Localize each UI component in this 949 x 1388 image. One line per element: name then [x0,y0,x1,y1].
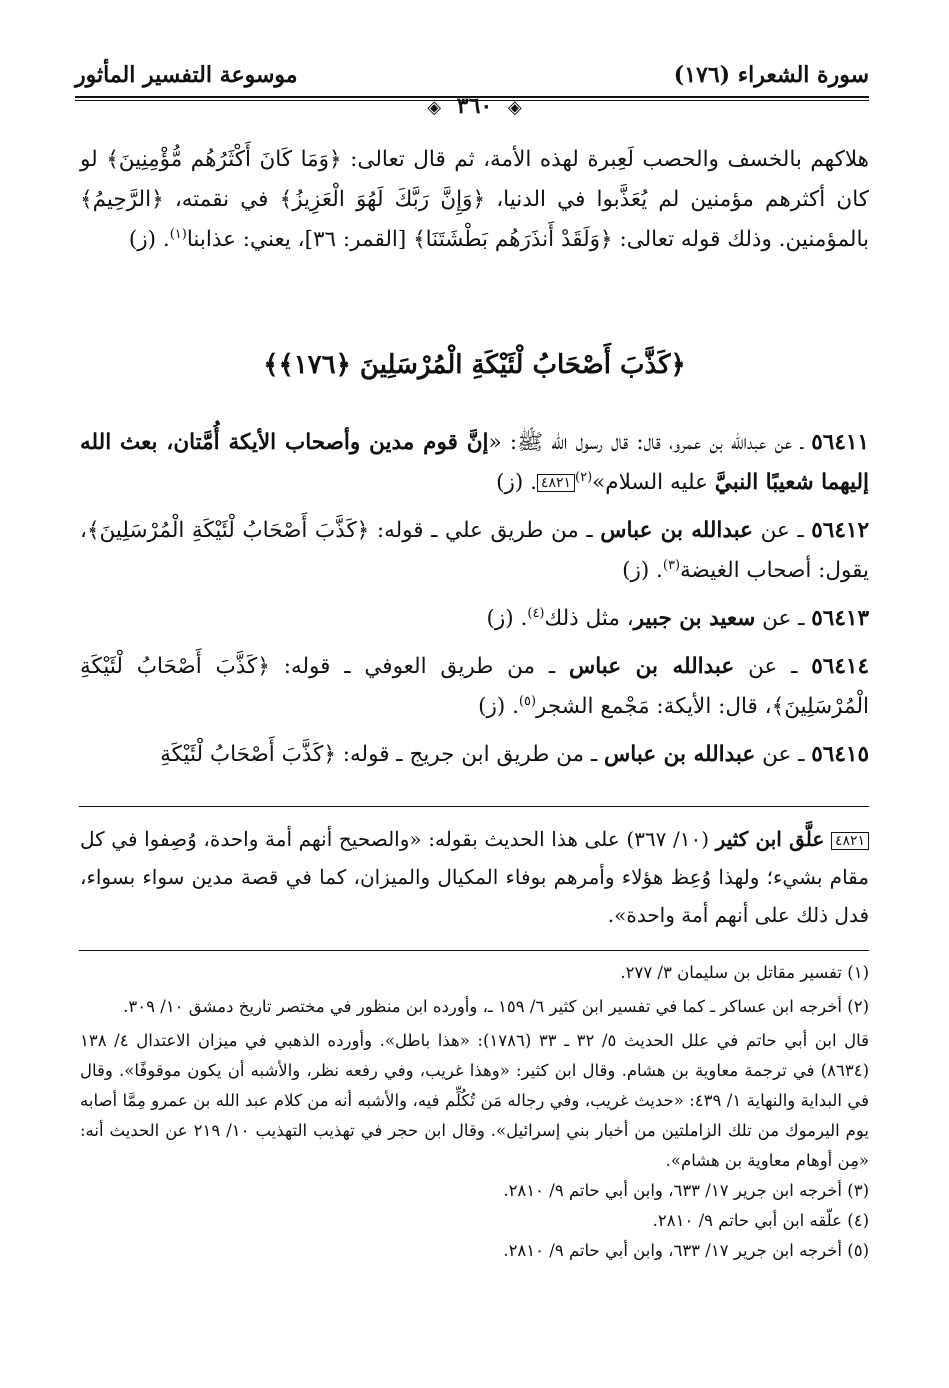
entry-bold-text: عبدالله بن عباس [569,654,735,679]
ornament-icon: ◈ [507,97,522,118]
footnote-2-continued: قال ابن أبي حاتم في علل الحديث ٥/ ٣٢ ـ ٣٣ (١٧٨٦): «هذا باطل». وأورده الذهبي في ميزان الاعتدال ٤/ ١٣٨ (٨٦٣٤) في ترجمة معاوية بن هشام. وقال ابن كثير: «وهذا غريب، وفي رفعه نظر، والأشبه أن يكون موقوفًا». وقال في البداية والنهاية ١/ ٤٣٩: «حديث غريب، وفي رجاله مَن تُكُلِّم فيه، والأشبه أنه من كلام عبد الله بن عمرو مِمَّا أصابه يوم اليرموك من تلك الزاملتين من أخبار بني إسرائيل». وقال ابن حجر في تهذيب التهذيب ١٠/ ٢١٩ عن الحديث أنه: «مِن أوهام معاوية بن هشام». [80,1031,870,1170]
entry-text-tail: عليه السلام» [592,470,715,495]
footnote-4: (٤) علّقه ابن أبي حاتم ٩/ ٢٨١٠. [652,1211,869,1230]
entry-number: ٥٦٤١٤ [811,654,869,679]
narration-entry [80,647,869,727]
narration-entry [80,423,869,503]
footnote-marker: (٤) [527,605,545,621]
footnotes [80,958,869,1266]
entry-text: ـ عن [753,518,812,543]
commentary-ref-box: ٤٨٢١ [831,832,869,850]
section-divider [79,806,869,807]
footnote-5: (٥) أخرجه ابن جرير ١٧/ ٦٣٣، وابن أبي حاتم ٩/ ٢٨١٠. [503,1241,869,1260]
intro-paragraph [80,140,869,260]
intro-line-4-end: . (ز) [128,227,170,252]
narration-entry [80,511,869,591]
entry-bold-text: عبدالله بن عباس [604,742,756,767]
intro-line-3: بالمؤمنين. وذلك قوله تعالى: ﴿وَلَقَدْ أَنذَرَهُم بَطْشَتَنَا﴾ [القمر: ٣٦]، يعني: [242,227,869,252]
entry-number: ٥٦٤١٥ [811,742,869,767]
intro-line-1: هلاكهم بالخسف والحصب لَعِبرة لهذه الأمة، ثم قال تعالى: ﴿وَمَا كَانَ أَكْثَرُهُم مُّؤْمِنِينَ﴾ [106,147,869,172]
entry-text: ـ عن [755,742,812,767]
entry-text: ـ عن [734,654,812,679]
commentary-text: (١٠/ ٣٦٧) على هذا الحديث بقوله: «والصحيح أنهم أمة واحدة، وُصِفوا في كل مقام بشيء؛ ولهذا وُعِظ هؤلاء وأمرهم بوفاء المكيال والميزان، كما في قصة مدين سواء بسواء، فدل ذلك على أنهم أمة واحدة». [80,827,869,927]
entry-number: ٥٦٤١٢ [811,518,869,543]
footnote-marker: (١) [169,226,187,242]
entry-end: . (ز) [478,694,519,719]
entry-end: . (ز) [622,558,663,583]
entry-bold-text: إنَّ قوم مدين وأصحاب الأيكة أُمَّتان، بعث الله إليهما شعيبًا النبيَّ [80,430,869,495]
page-number-row [0,93,949,119]
book-title: موسوعة التفسير المأثور [75,62,298,88]
entry-end: . (ز) [486,606,528,631]
entry-text-tail: ـ من طريق العوفي ـ قوله: ﴿كَذَّبَ أَصْحَابُ لْئَيْكَةِ الْمُرْسَلِينَ﴾، قال: الأيكة: مَجْمع الشجر [80,654,869,719]
footnote-marker: (٢) [575,469,593,485]
page-number: ٣٦٠ [456,93,493,119]
commentary-author: علَّق ابن كثير [715,827,825,851]
entry-bold-text: سعيد بن جبير [633,606,756,631]
footnote-marker: (٥) [518,693,537,709]
narration-entry [80,735,869,775]
entry-text: ـ عن عبدالله بن عمرو، قال: قال رسول الله ﷺ: « [488,430,812,455]
narration-entry [80,599,869,639]
intro-line-2: لو كان أكثرهم مؤمنين لم يُعَذَّبوا في الدنيا، ﴿وَإِنَّ رَبَّكَ لَهُوَ الْعَزِيزُ﴾ في نقمته، ﴿الرَّحِيمُ﴾ [80,147,869,212]
entry-number: ٥٦٤١١ [811,430,869,455]
ornament-icon: ◈ [427,97,442,118]
footnote-2: (٢) أخرجه ابن عساكر ـ كما في تفسير ابن كثير ٦/ ١٥٩ ـ، وأورده ابن منظور في مختصر تاريخ دمشق ١٠/ ٣٠٩. [123,997,869,1016]
narration-list [80,423,869,783]
entry-text-tail: ـ من طريق علي ـ قوله: ﴿كَذَّبَ أَصْحَابُ لْئَيْكَةِ الْمُرْسَلِينَ﴾، يقول: أصحاب الغيضة [80,518,869,583]
surah-title: سورة الشعراء (١٧٦) [673,62,869,88]
commentary-note [80,820,869,934]
entry-text-tail: ـ من طريق ابن جريج ـ قوله: ﴿كَذَّبَ أَصْحَابُ لْئَيْكَةِ [160,742,605,767]
footnote-3: (٣) أخرجه ابن جرير ١٧/ ٦٣٣، وابن أبي حاتم ٩/ ٢٨١٠. [503,1181,869,1200]
entry-end: . (ز) [496,470,537,495]
entry-bold-text: عبدالله بن عباس [600,518,753,543]
ayah-heading: ﴿كَذَّبَ أَصْحَابُ لْئَيْكَةِ الْمُرْسَلِينَ ﴿١٧٦﴾﴾ [263,350,686,380]
intro-line-4: عذابنا [186,227,236,252]
entry-text: ـ عن [755,606,812,631]
footnote-divider [79,950,869,951]
commentary-ref-box: ٤٨٢١ [537,474,575,492]
footnote-1: (١) تفسير مقاتل بن سليمان ٣/ ٢٧٧. [620,963,869,982]
entry-text-tail: ، مثل ذلك [544,606,634,631]
entry-number: ٥٦٤١٣ [811,606,869,631]
footnote-marker: (٣) [662,557,681,573]
